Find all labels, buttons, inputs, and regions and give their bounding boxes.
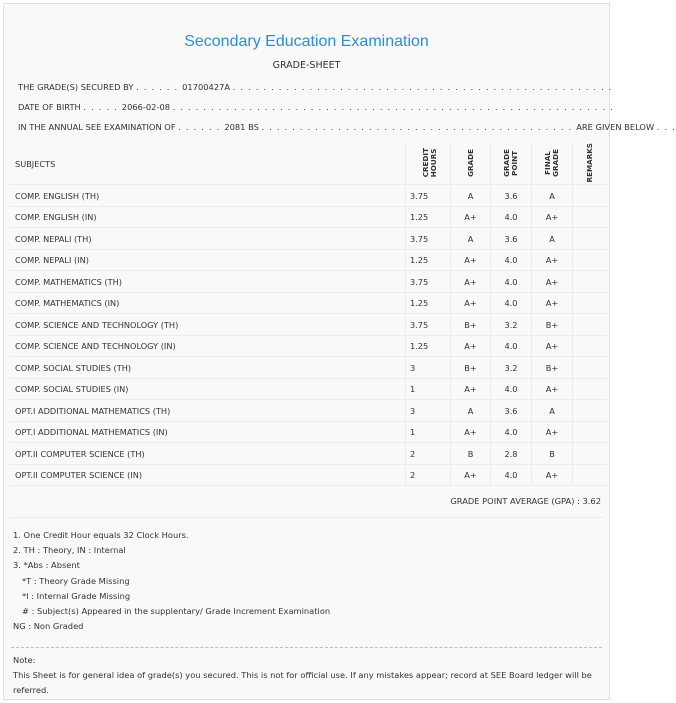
table-row xyxy=(10,249,607,271)
legend-list xyxy=(13,530,330,636)
grade-cell: A+ xyxy=(451,271,491,293)
subject-cell: COMP. MATHEMATICS (IN) xyxy=(10,292,406,314)
exam-label: IN THE ANNUAL SEE EXAMINATION OF xyxy=(18,122,176,132)
grade-cell: B+ xyxy=(451,357,491,379)
note-section xyxy=(13,653,605,698)
grades-table xyxy=(10,143,607,486)
header-final-grade: FINAL GRADE xyxy=(532,143,573,185)
grade-cell: A+ xyxy=(451,249,491,271)
grade-point-cell: 3.6 xyxy=(491,185,532,207)
subject-cell: COMP. SCIENCE AND TECHNOLOGY (TH) xyxy=(10,314,406,336)
table-row xyxy=(10,271,607,293)
grade-cell: A xyxy=(451,185,491,207)
grade-point-cell: 4.0 xyxy=(491,421,532,443)
final-grade-cell: A+ xyxy=(532,292,573,314)
grade-point-cell: 4.0 xyxy=(491,378,532,400)
remarks-cell xyxy=(573,314,608,336)
remarks-cell xyxy=(573,421,608,443)
final-grade-cell: B xyxy=(532,443,573,465)
table-row xyxy=(10,443,607,465)
remarks-cell xyxy=(573,400,608,422)
legend-item: *T : Theory Grade Missing xyxy=(22,575,130,586)
grade-point-cell: 2.8 xyxy=(491,443,532,465)
dob-label: DATE OF BIRTH xyxy=(18,102,81,112)
remarks-cell xyxy=(573,228,608,250)
final-grade-cell: A+ xyxy=(532,249,573,271)
credit-hours-cell: 3.75 xyxy=(406,271,451,293)
subject-cell: COMP. NEPALI (TH) xyxy=(10,228,406,250)
exam-value: 2081 BS xyxy=(224,122,259,132)
credit-hours-cell: 1 xyxy=(406,421,451,443)
final-grade-cell: A+ xyxy=(532,421,573,443)
credit-hours-cell: 3.75 xyxy=(406,228,451,250)
remarks-cell xyxy=(573,357,608,379)
remarks-cell xyxy=(573,185,608,207)
table-row xyxy=(10,292,607,314)
final-grade-cell: A xyxy=(532,185,573,207)
credit-hours-cell: 3.75 xyxy=(406,185,451,207)
divider xyxy=(10,517,603,518)
table-header-row xyxy=(10,143,607,185)
final-grade-cell: A+ xyxy=(532,271,573,293)
header-grade-point: GRADE POINT xyxy=(491,143,532,185)
grade-cell: A+ xyxy=(451,292,491,314)
note-label: Note: xyxy=(13,655,36,665)
remarks-cell xyxy=(573,249,608,271)
final-grade-cell: A+ xyxy=(532,335,573,357)
table-row xyxy=(10,400,607,422)
final-grade-cell: A+ xyxy=(532,206,573,228)
gpa-label: GRADE POINT AVERAGE (GPA) : xyxy=(450,496,580,506)
page-subtitle: GRADE-SHEET xyxy=(272,60,341,71)
credit-hours-cell: 1.25 xyxy=(406,206,451,228)
subject-cell: COMP. MATHEMATICS (TH) xyxy=(10,271,406,293)
exam-suffix: ARE GIVEN BELOW xyxy=(576,122,655,132)
grade-point-cell: 4.0 xyxy=(491,206,532,228)
remarks-cell xyxy=(573,206,608,228)
grade-point-cell: 4.0 xyxy=(491,271,532,293)
subject-cell: COMP. ENGLISH (TH) xyxy=(10,185,406,207)
credit-hours-cell: 3 xyxy=(406,357,451,379)
final-grade-cell: B+ xyxy=(532,357,573,379)
grade-cell: A+ xyxy=(451,464,491,486)
info-secured-by: THE GRADE(S) SECURED BY . . . . . . 01700427A . . . . . . . . . . . . . . . . . . . . . . . . . . . . . . . . . . . . . . . . . . . . . . . . . . xyxy=(18,82,613,92)
grade-point-cell: 4.0 xyxy=(491,464,532,486)
grade-point-cell: 4.0 xyxy=(491,335,532,357)
subject-cell: OPT.II COMPUTER SCIENCE (TH) xyxy=(10,443,406,465)
info-dob: DATE OF BIRTH . . . . . 2066-02-08 . . . . . . . . . . . . . . . . . . . . . . . . . . . . . . . . . . . . . . . . . . . . . . . . . . . . . . . . . . xyxy=(18,102,614,112)
final-grade-cell: A+ xyxy=(532,378,573,400)
remarks-cell xyxy=(573,335,608,357)
gpa-value: 3.62 xyxy=(582,496,601,506)
table-row xyxy=(10,421,607,443)
header-grade: GRADE xyxy=(451,143,491,185)
credit-hours-cell: 3.75 xyxy=(406,314,451,336)
subject-cell: OPT.I ADDITIONAL MATHEMATICS (TH) xyxy=(10,400,406,422)
legend-item: # : Subject(s) Appeared in the supplentary/ Grade Increment Examination xyxy=(22,605,331,616)
remarks-cell xyxy=(573,443,608,465)
symbol-number: 01700427A xyxy=(182,82,231,92)
dob-value: 2066-02-08 xyxy=(121,102,171,112)
credit-hours-cell: 3 xyxy=(406,400,451,422)
credit-hours-cell: 1.25 xyxy=(406,249,451,271)
header-subjects: SUBJECTS xyxy=(10,143,406,185)
grade-cell: B xyxy=(451,443,491,465)
grade-point-cell: 3.2 xyxy=(491,314,532,336)
remarks-cell xyxy=(573,378,608,400)
table-row xyxy=(10,357,607,379)
grade-sheet xyxy=(3,3,676,700)
table-row xyxy=(10,335,607,357)
gpa-summary xyxy=(450,496,601,506)
table-row xyxy=(10,206,607,228)
info-exam: IN THE ANNUAL SEE EXAMINATION OF . . . . . . 2081 BS . . . . . . . . . . . . . . . . . . . . . . . . . . . . . . . . . . . . . . . . . ARE GIVEN BELOW . . . xyxy=(18,122,676,132)
dashed-divider xyxy=(11,647,602,648)
grade-cell: A xyxy=(451,228,491,250)
secured-by-label: THE GRADE(S) SECURED BY xyxy=(18,82,134,92)
credit-hours-cell: 1.25 xyxy=(406,292,451,314)
table-row xyxy=(10,378,607,400)
subject-cell: COMP. SCIENCE AND TECHNOLOGY (IN) xyxy=(10,335,406,357)
subject-cell: COMP. SOCIAL STUDIES (IN) xyxy=(10,378,406,400)
remarks-cell xyxy=(573,271,608,293)
table-row xyxy=(10,228,607,250)
grade-cell: A+ xyxy=(451,206,491,228)
legend-item: 1. One Credit Hour equals 32 Clock Hours. xyxy=(13,530,189,540)
table-row xyxy=(10,464,607,486)
credit-hours-cell: 1.25 xyxy=(406,335,451,357)
grade-cell: A+ xyxy=(451,335,491,357)
header-remarks: REMARKS xyxy=(573,143,608,185)
subject-cell: COMP. SOCIAL STUDIES (TH) xyxy=(10,357,406,379)
grade-point-cell: 3.2 xyxy=(491,357,532,379)
table-row xyxy=(10,185,607,207)
credit-hours-cell: 1 xyxy=(406,378,451,400)
legend-item: *I : Internal Grade Missing xyxy=(22,590,131,601)
header-credit-hours: CREDIT HOURS xyxy=(406,143,451,185)
grade-point-cell: 4.0 xyxy=(491,292,532,314)
final-grade-cell: A xyxy=(532,228,573,250)
page-title: Secondary Education Examination xyxy=(184,33,429,50)
grade-cell: A xyxy=(451,400,491,422)
subject-cell: OPT.I ADDITIONAL MATHEMATICS (IN) xyxy=(10,421,406,443)
legend-item: 3. *Abs : Absent xyxy=(13,560,80,571)
subject-cell: COMP. NEPALI (IN) xyxy=(10,249,406,271)
final-grade-cell: B+ xyxy=(532,314,573,336)
subject-cell: OPT.II COMPUTER SCIENCE (IN) xyxy=(10,464,406,486)
credit-hours-cell: 2 xyxy=(406,443,451,465)
subject-cell: COMP. ENGLISH (IN) xyxy=(10,206,406,228)
grade-cell: A+ xyxy=(451,378,491,400)
final-grade-cell: A xyxy=(532,400,573,422)
grade-point-cell: 3.6 xyxy=(491,400,532,422)
grade-point-cell: 4.0 xyxy=(491,249,532,271)
note-text: This Sheet is for general idea of grade(s) you secured. This is not for official use. If any mistakes appear; record at SEE Board ledger will be referred. xyxy=(13,670,592,695)
grade-point-cell: 3.6 xyxy=(491,228,532,250)
legend-item: NG : Non Graded xyxy=(13,621,84,632)
credit-hours-cell: 2 xyxy=(406,464,451,486)
remarks-cell xyxy=(573,292,608,314)
grade-cell: B+ xyxy=(451,314,491,336)
table-row xyxy=(10,314,607,336)
grade-cell: A+ xyxy=(451,421,491,443)
legend-item: 2. TH : Theory, IN : Internal xyxy=(13,545,126,556)
remarks-cell xyxy=(573,464,608,486)
final-grade-cell: A+ xyxy=(532,464,573,486)
